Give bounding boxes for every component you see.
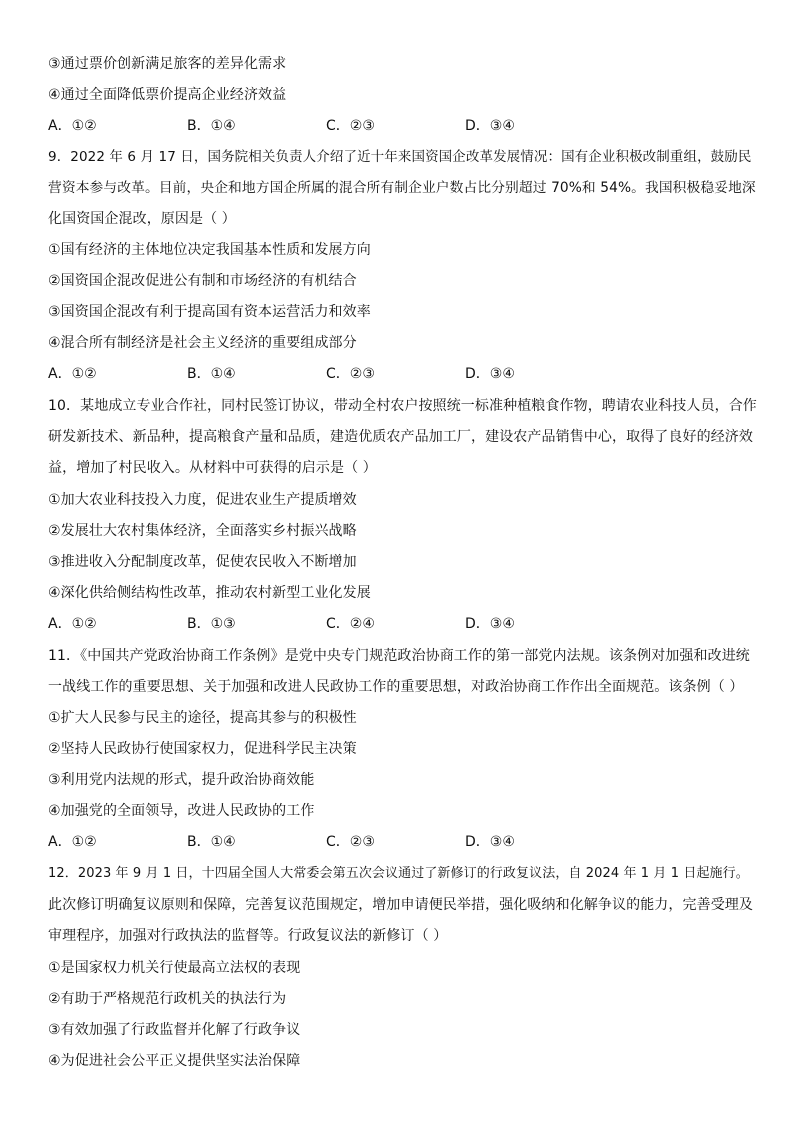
- q9-stem-line-2: 营资本参与改革。目前，央企和地方国企所属的混合所有制企业户数占比分别超过 70%和 54%。我国积极稳妥地深: [48, 180, 756, 196]
- q8-option-d[interactable]: D．③④: [465, 118, 515, 134]
- q10-stem-line-3: 益，增加了村民收入。从材料中可获得的启示是（ ）: [48, 460, 377, 476]
- q8-option-c[interactable]: C．②③: [326, 118, 375, 134]
- q9-option-c[interactable]: C．②③: [326, 366, 375, 382]
- q9-item-4: ④混合所有制经济是社会主义经济的重要组成部分: [48, 335, 357, 351]
- q10-option-c[interactable]: C．②④: [326, 616, 375, 632]
- q9-item-2: ②国资国企混改促进公有制和市场经济的有机结合: [48, 273, 357, 289]
- q9-option-d[interactable]: D．③④: [465, 366, 515, 382]
- q9-stem-line-1: 9．2022 年 6 月 17 日，国务院相关负责人介绍了近十年来国资国企改革发展情况：国有企业积极改制重组，鼓励民: [48, 149, 752, 165]
- q12-stem-line-3: 审理程序，加强对行政执法的监督等。行政复议法的新修订（ ）: [48, 928, 448, 944]
- q10-item-4: ④深化供给侧结构性改革，推动农村新型工业化发展: [48, 585, 371, 601]
- q9-option-a[interactable]: A．①②: [48, 366, 97, 382]
- q10-stem-line-1: 10．某地成立专业合作社，同村民签订协议，带动全村农户按照统一标准种植粮食作物，聘请农业科技人员，合作: [48, 398, 757, 414]
- q10-stem-line-2: 研发新技术、新品种，提高粮食产量和品质，建造优质农产品加工厂，建设农产品销售中心，取得了良好的经济效: [48, 429, 753, 445]
- q12-item-2: ②有助于严格规范行政机关的执法行为: [48, 991, 287, 1007]
- q11-option-d[interactable]: D．③④: [465, 834, 515, 850]
- q11-option-c[interactable]: C．②③: [326, 834, 375, 850]
- q8-item-3: ③通过票价创新满足旅客的差异化需求: [48, 56, 287, 72]
- q11-item-2: ②坚持人民政协行使国家权力，促进科学民主决策: [48, 741, 357, 757]
- q11-stem-line-1: 11．《中国共产党政治协商工作条例》是党中央专门规范政治协商工作的第一部党内法规。该条例对加强和改进统: [48, 648, 750, 664]
- q11-option-a[interactable]: A．①②: [48, 834, 97, 850]
- q8-option-b[interactable]: B．①④: [187, 118, 236, 134]
- q10-option-b[interactable]: B．①③: [187, 616, 236, 632]
- q12-item-3: ③有效加强了行政监督并化解了行政争议: [48, 1022, 301, 1038]
- q9-stem-line-3: 化国资国企混改，原因是（ ）: [48, 211, 236, 227]
- q12-item-4: ④为促进社会公平正义提供坚实法治保障: [48, 1053, 301, 1069]
- q9-item-1: ①国有经济的主体地位决定我国基本性质和发展方向: [48, 242, 371, 258]
- q11-stem-line-2: 一战线工作的重要思想、关于加强和改进人民政协工作的重要思想，对政治协商工作作出全面规范。该条例（ ）: [48, 679, 744, 695]
- q11-item-4: ④加强党的全面领导，改进人民政协的工作: [48, 803, 315, 819]
- q9-item-3: ③国资国企混改有利于提高国有资本运营活力和效率: [48, 304, 371, 320]
- q11-option-b[interactable]: B．①④: [187, 834, 236, 850]
- q12-stem-line-2: 此次修订明确复议原则和保障，完善复议范围规定，增加申请便民举措，强化吸纳和化解争议的能力，完善受理及: [48, 897, 753, 913]
- q10-option-d[interactable]: D．③④: [465, 616, 515, 632]
- q10-item-1: ①加大农业科技投入力度，促进农业生产提质增效: [48, 492, 357, 508]
- q12-item-1: ①是国家权力机关行使最高立法权的表现: [48, 960, 301, 976]
- q10-option-a[interactable]: A．①②: [48, 616, 97, 632]
- q9-option-b[interactable]: B．①④: [187, 366, 236, 382]
- q8-item-4: ④通过全面降低票价提高企业经济效益: [48, 87, 287, 103]
- q11-item-1: ①扩大人民参与民主的途径，提高其参与的积极性: [48, 710, 357, 726]
- q12-stem-line-1: 12．2023 年 9 月 1 日，十四届全国人大常委会第五次会议通过了新修订的行政复议法，自 2024 年 1 月 1 日起施行。: [48, 866, 749, 881]
- q10-item-3: ③推进收入分配制度改革，促使农民收入不断增加: [48, 554, 357, 570]
- q11-item-3: ③利用党内法规的形式，提升政治协商效能: [48, 772, 315, 788]
- q10-item-2: ②发展壮大农村集体经济，全面落实乡村振兴战略: [48, 523, 357, 539]
- q8-option-a[interactable]: A．①②: [48, 118, 97, 134]
